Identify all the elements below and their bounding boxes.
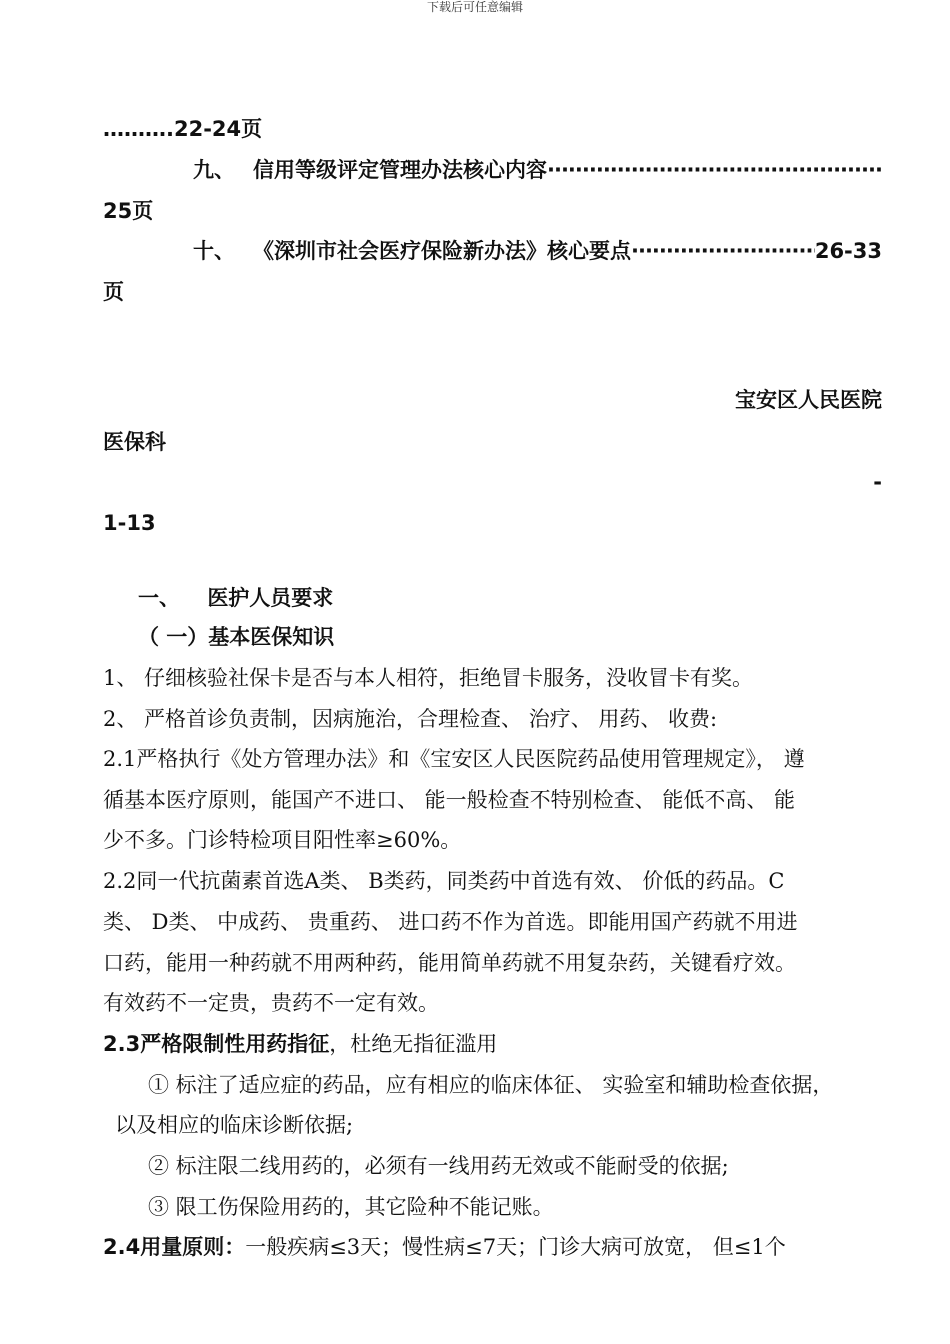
list-item-1-line-2: 以及相应的临床诊断依据; <box>115 1113 354 1137</box>
section-heading-number: 一、 <box>138 586 180 610</box>
toc-previous-tail: ……….22-24页 <box>103 117 263 141</box>
paragraph-2-2-line-2: 类、 D类、 中成药、 贵重药、 进口药不作为首选。即能用国产药就不用进 <box>103 910 798 934</box>
toc-item-10[interactable] <box>193 236 882 266</box>
page-header-note: 下载后可任意编辑 <box>426 0 523 14</box>
paragraph-2: 2、 严格首诊负责制，因病施治，合理检查、 治疗、 用药、 收费: <box>103 707 718 731</box>
paragraph-2-4 <box>103 1232 786 1264</box>
paragraph-2-2-line-3: 口药，能用一种药就不用两种药，能用简单药就不用复杂药，关键看疗效。 <box>103 951 796 975</box>
paragraph-2-2-line-1: 2.2同一代抗菌素首选A类、 B类药，同类药中首选有效、 价低的药品。C <box>103 869 785 893</box>
toc-item-number: 九、 <box>193 158 235 182</box>
paragraph-2-2-line-4: 有效药不一定贵，贵药不一定有效。 <box>103 991 439 1015</box>
subsection-heading: （ 一）基本医保知识 <box>138 625 335 649</box>
list-item-1-line-1: ① 标注了适应症的药品，应有相应的临床体征、 实验室和辅助检查依据， <box>148 1073 834 1097</box>
list-item-2: ② 标注限二线用药的，必须有一线用药无效或不能耐受的依据; <box>148 1154 729 1178</box>
toc-leader-dots <box>547 155 882 185</box>
toc-item-page: 26-33 <box>814 239 882 263</box>
paragraph-2-3 <box>103 1029 497 1061</box>
signature-dept: 医保科 <box>103 430 166 454</box>
toc-item-title: 《深圳市社会医疗保险新办法》核心要点 <box>253 239 631 263</box>
toc-item-10-page-wrap: 页 <box>103 280 124 304</box>
toc-item-9[interactable] <box>193 155 882 185</box>
section-heading-title: 医护人员要求 <box>207 586 334 610</box>
signature-dash: - <box>873 470 882 494</box>
toc-item-title: 信用等级评定管理办法核心内容 <box>253 158 547 182</box>
section-heading <box>138 583 333 613</box>
paragraph-2-1-line-1: 2.1严格执行《处方管理办法》和《宝安区人民医院药品使用管理规定》， 遵 <box>103 747 805 771</box>
paragraph-2-1-line-2: 循基本医疗原则，能国产不进口、 能一般检查不特别检查、 能低不高、 能 <box>103 788 796 812</box>
toc-item-9-page-wrap: 25页 <box>103 199 154 223</box>
list-item-3: ③ 限工伤保险用药的，其它险种不能记账。 <box>148 1195 554 1219</box>
toc-item-number: 十、 <box>193 239 235 263</box>
paragraph-2-1-line-3: 少不多。门诊特检项目阳性率≥60%。 <box>103 828 462 852</box>
paragraph-2-3-title: 2.3严格限制性用药指征 <box>103 1032 330 1056</box>
paragraph-2-3-text: ，杜绝无指征滥用 <box>329 1032 498 1056</box>
paragraph-2-4-text: 一般疾病≤3天；慢性病≤7天；门诊大病可放宽， 但≤1个 <box>245 1235 786 1259</box>
paragraph-2-4-title: 2.4用量原则： <box>103 1235 246 1259</box>
paragraph-1: 1、 仔细核验社保卡是否与本人相符，拒绝冒卡服务，没收冒卡有奖。 <box>103 666 754 690</box>
signature-org: 宝安区人民医院 <box>735 388 882 412</box>
toc-leader-dots <box>631 236 815 266</box>
signature-date: 1-13 <box>103 511 156 535</box>
